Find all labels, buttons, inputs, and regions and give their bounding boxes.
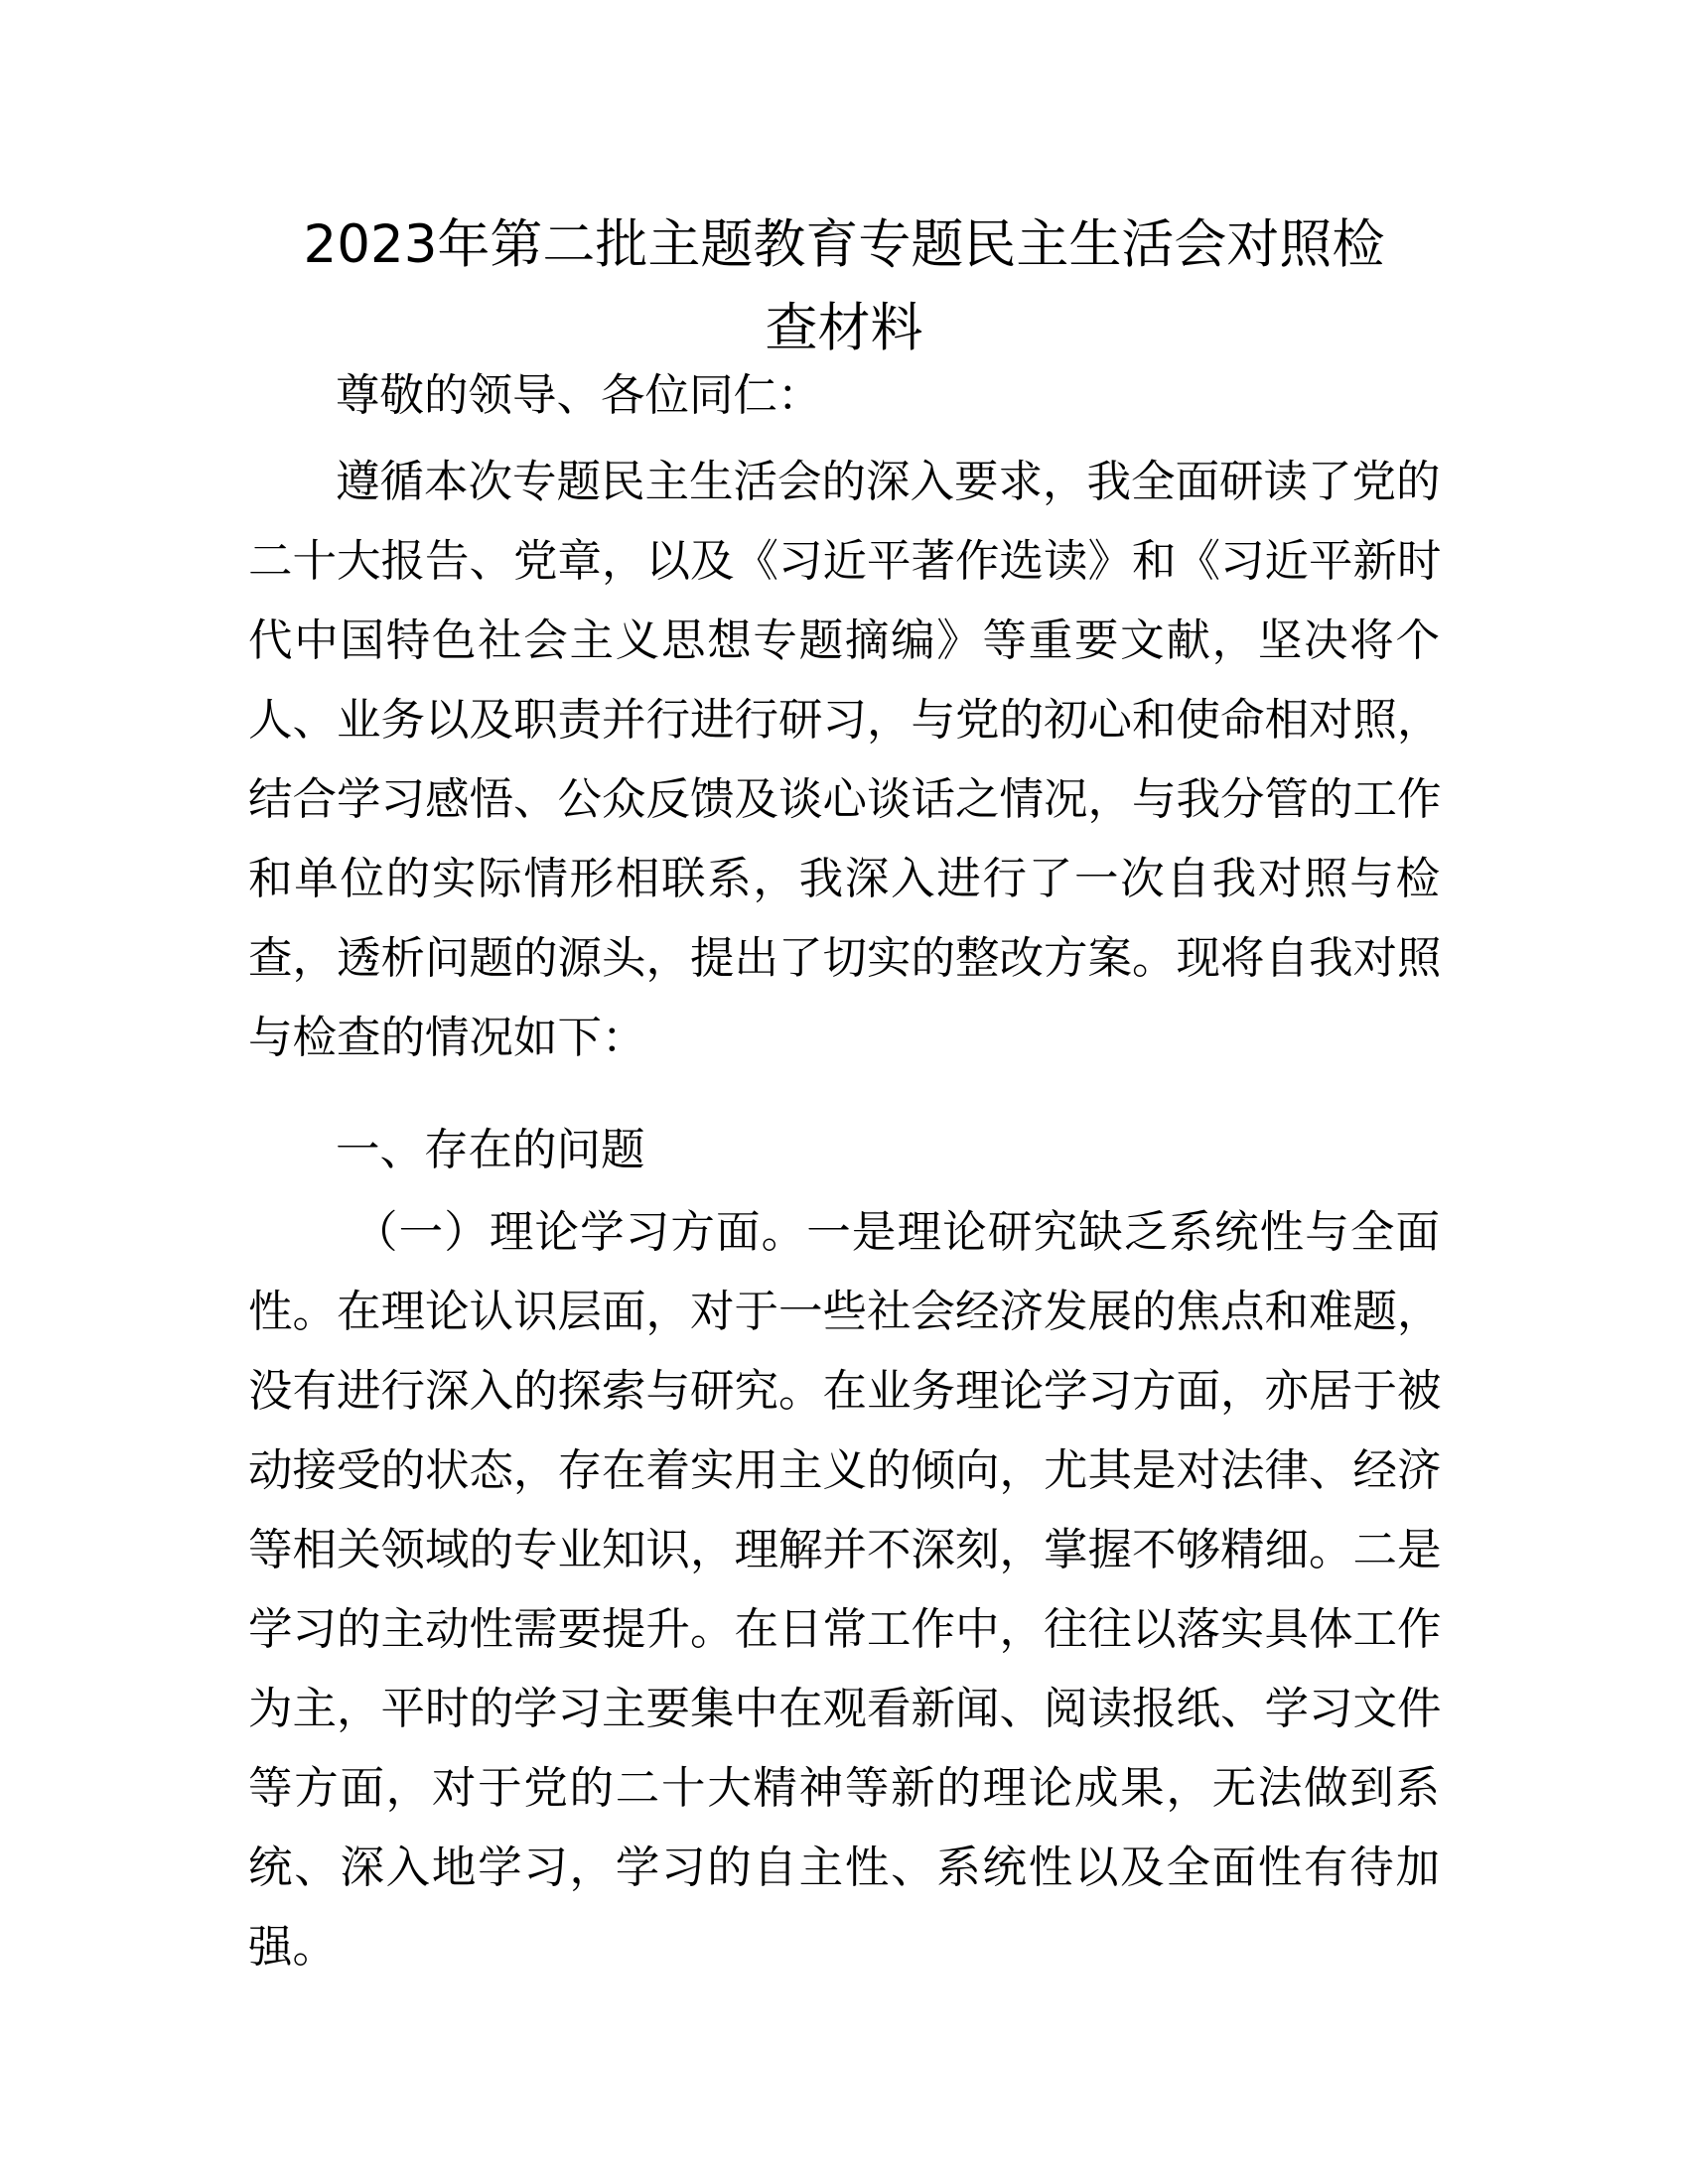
- paragraph-line: 强。: [248, 1922, 338, 1973]
- paragraph-line: 遵循本次专题民主生活会的深入要求，我全面研读了党的: [336, 457, 1441, 507]
- paragraph-line: 结合学习感悟、公众反馈及谈心谈话之情况，与我分管的工作: [248, 774, 1442, 825]
- paragraph-line: 等方面，对于党的二十大精神等新的理论成果，无法做到系: [248, 1763, 1440, 1814]
- paragraph-line: 人、业务以及职责并行进行研习，与党的初心和使命相对照，: [248, 695, 1442, 746]
- document-title: [248, 204, 1440, 370]
- intro-paragraph: [248, 443, 1440, 1078]
- paragraph-line: 和单位的实际情形相联系，我深入进行了一次自我对照与检: [248, 854, 1440, 904]
- paragraph-line: （一）理论学习方面。一是理论研究缺乏系统性与全面: [353, 1207, 1440, 1258]
- paragraph-line: 等相关领域的专业知识，理解并不深刻，掌握不够精细。二是: [248, 1525, 1442, 1575]
- paragraph-line: 没有进行深入的探索与研究。在业务理论学习方面，亦居于被: [248, 1366, 1442, 1417]
- title-line-2: 查材料: [765, 298, 923, 358]
- section-heading-paragraph: [248, 1111, 1440, 1190]
- paragraph-line: 与检查的情况如下：: [248, 1013, 646, 1063]
- paragraph-line: 二十大报告、党章，以及《习近平著作选读》和《习近平新时: [248, 536, 1442, 587]
- title-line-1: 2023年第二批主题教育专题民主生活会对照检: [303, 214, 1385, 275]
- salutation-paragraph: [248, 356, 1440, 436]
- salutation: 尊敬的领导、各位同仁：: [336, 370, 822, 421]
- section-heading: 一、存在的问题: [336, 1125, 645, 1175]
- paragraph-line: 代中国特色社会主义思想专题摘编》等重要文献，坚决将个: [248, 615, 1440, 666]
- paragraph-line: 查，透析问题的源头，提出了切实的整改方案。现将自我对照: [248, 933, 1442, 984]
- paragraph-line: 为主，平时的学习主要集中在观看新闻、阅读报纸、学习文件: [248, 1684, 1442, 1734]
- paragraph-line: 性。在理论认识层面，对于一些社会经济发展的焦点和难题，: [248, 1287, 1442, 1337]
- paragraph-line: 动接受的状态，存在着实用主义的倾向，尤其是对法律、经济: [248, 1445, 1442, 1496]
- paragraph-line: 学习的主动性需要提升。在日常工作中，往往以落实具体工作: [248, 1604, 1442, 1655]
- theory-study-paragraph: [248, 1193, 1440, 1987]
- paragraph-line: 统、深入地学习，学习的自主性、系统性以及全面性有待加: [248, 1843, 1440, 1893]
